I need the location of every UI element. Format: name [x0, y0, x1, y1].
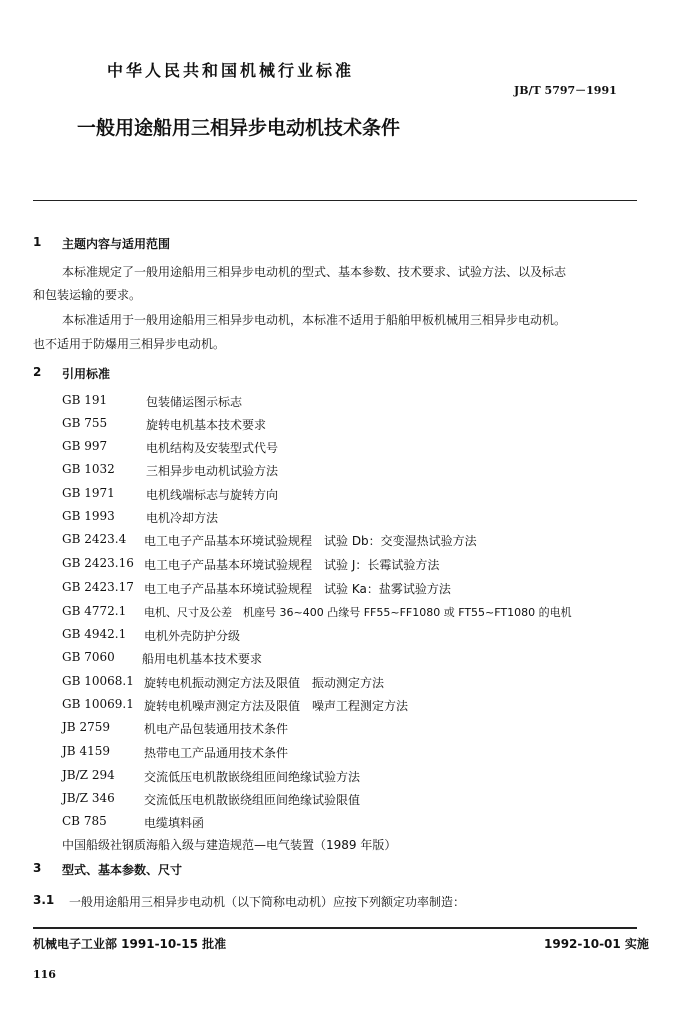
reference-title: 船用电机基本技术要求 — [142, 652, 263, 666]
reference-title: 电工电子产品基本环境试验规程 试验 J：长霉试验方法 — [144, 558, 440, 572]
reference-code: GB 1971 — [62, 486, 115, 500]
reference-title: 电工电子产品基本环境试验规程 试验 Ka：盐雾试验方法 — [144, 582, 451, 596]
clause-3-1-number: 3.1 — [33, 893, 55, 907]
section-2-heading: 引用标准 — [62, 367, 111, 381]
section-1-heading: 主题内容与适用范围 — [62, 237, 171, 251]
reference-title: 电机外壳防护分级 — [144, 629, 241, 643]
reference-code: GB 4772.1 — [62, 604, 127, 618]
reference-code: GB 191 — [62, 393, 108, 407]
reference-code: GB 7060 — [62, 650, 115, 664]
reference-title: 电机线端标志与旋转方向 — [146, 488, 279, 502]
reference-code: GB 755 — [62, 416, 108, 430]
issuing-organization: 中华人民共和国机械行业标准 — [107, 61, 355, 80]
reference-code: GB 2423.16 — [62, 556, 134, 570]
section-2-number: 2 — [33, 365, 42, 379]
reference-title: 旋转电机噪声测定方法及限值 噪声工程测定方法 — [144, 699, 409, 713]
clause-3-1-text: 一般用途船用三相异步电动机（以下简称电动机）应按下列额定功率制造： — [69, 895, 466, 909]
reference-title: 电机结构及安装型式代号 — [146, 441, 279, 455]
reference-code: JB 4159 — [62, 744, 110, 758]
document-title: 一般用途船用三相异步电动机技术条件 — [77, 117, 401, 139]
header-divider — [33, 200, 637, 201]
reference-title: 热带电工产品通用技术条件 — [144, 746, 289, 760]
standard-number: JB/T 5797－1991 — [514, 84, 617, 97]
section-3-number: 3 — [33, 861, 42, 875]
section-1-number: 1 — [33, 235, 42, 249]
reference-code: JB/Z 294 — [62, 768, 115, 782]
reference-title: 机电产品包装通用技术条件 — [144, 722, 289, 736]
reference-title: 电机冷却方法 — [146, 511, 219, 525]
reference-code: GB 1032 — [62, 462, 115, 476]
page-number: 116 — [33, 968, 56, 981]
section-3-heading: 型式、基本参数、尺寸 — [62, 863, 183, 877]
reference-title: 包装储运图示标志 — [146, 395, 243, 409]
reference-title: 交流低压电机散嵌绕组匝间绝缘试验方法 — [144, 770, 361, 784]
reference-code: JB/Z 346 — [62, 791, 115, 805]
approval-line: 机械电子工业部 1991-10-15 批准 — [33, 937, 227, 951]
section-1-paragraph-2-line-2: 也不适用于防爆用三相异步电动机。 — [33, 337, 226, 351]
effective-date: 1992-10-01 实施 — [544, 937, 649, 951]
section-1-paragraph-1-line-1: 本标准规定了一般用途船用三相异步电动机的型式、基本参数、技术要求、试验方法、以及标志 — [62, 265, 567, 279]
reference-code: GB 2423.17 — [62, 580, 134, 594]
reference-code: GB 4942.1 — [62, 627, 127, 641]
reference-code: GB 2423.4 — [62, 532, 127, 546]
reference-title: 旋转电机基本技术要求 — [146, 418, 267, 432]
section-1-paragraph-1-line-2: 和包装运输的要求。 — [33, 288, 142, 302]
reference-code: GB 10068.1 — [62, 674, 134, 688]
reference-title: 电机、尺寸及公差 机座号 36~400 凸缘号 FF55~FF1080 或 FT55~FT1080 的电机 — [144, 606, 572, 619]
reference-title: 电工电子产品基本环境试验规程 试验 Db：交变湿热试验方法 — [144, 534, 477, 548]
reference-title: 三相异步电动机试验方法 — [146, 464, 279, 478]
section-1-paragraph-2-line-1: 本标准适用于一般用途船用三相异步电动机，本标准不适用于船舶甲板机械用三相异步电动机。 — [62, 313, 567, 327]
reference-code: GB 1993 — [62, 509, 115, 523]
footer-divider — [33, 927, 637, 929]
reference-code: CB 785 — [62, 814, 107, 828]
reference-title: 旋转电机振动测定方法及限值 振动测定方法 — [144, 676, 385, 690]
reference-code: JB 2759 — [62, 720, 110, 734]
reference-code: GB 10069.1 — [62, 697, 134, 711]
reference-title: 电缆填料函 — [144, 816, 205, 830]
reference-classification-rules: 中国船级社钢质海船入级与建造规范—电气装置（1989 年版） — [62, 838, 397, 852]
reference-title: 交流低压电机散嵌绕组匝间绝缘试验限值 — [144, 793, 361, 807]
reference-code: GB 997 — [62, 439, 108, 453]
